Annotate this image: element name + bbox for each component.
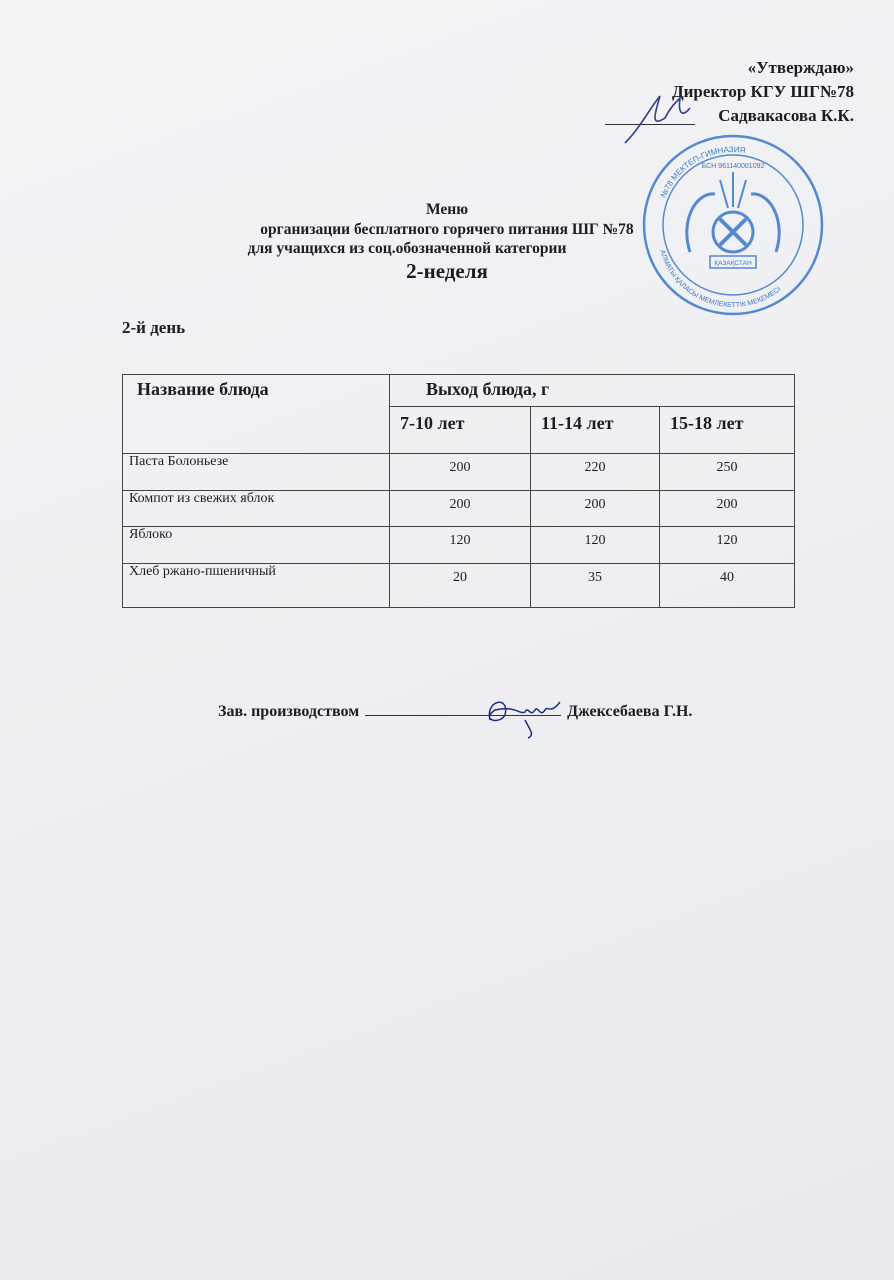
header-output: Выход блюда, г <box>390 375 795 407</box>
output-value: 20 <box>390 564 531 608</box>
stamp-bin: БСН 961140001092 <box>701 163 765 170</box>
approval-heading: «Утверждаю» <box>747 58 854 77</box>
header-dish-name: Название блюда <box>123 375 390 454</box>
table-row <box>123 564 795 608</box>
director-signature <box>620 88 700 148</box>
table-row <box>123 527 795 564</box>
header-age-7-10: 7-10 лет <box>390 407 531 454</box>
dish-name: Паста Болоньезе <box>123 454 390 491</box>
stamp-bottom-text: АЛМАТЫ ҚАЛАСЫ МЕМЛЕКЕТТІК МЕКЕМЕСІ <box>658 249 783 310</box>
table-row <box>123 491 795 527</box>
output-value: 120 <box>531 527 660 564</box>
doc-subtitle-2: для учащихся из соц.обозначенной категории <box>247 240 567 257</box>
output-value: 250 <box>660 454 795 491</box>
output-value: 120 <box>660 527 795 564</box>
table-row <box>123 454 795 491</box>
output-value: 220 <box>531 454 660 491</box>
header-age-15-18: 15-18 лет <box>660 407 795 454</box>
output-value: 35 <box>531 564 660 608</box>
production-manager-name: Джексебаева Г.Н. <box>567 703 693 720</box>
menu-table <box>122 374 795 608</box>
day-label: 2-й день <box>122 318 186 337</box>
stamp-emblem-label: ҚАЗАҚСТАН <box>714 260 752 267</box>
week-label: 2-неделя <box>406 259 488 283</box>
approval-name: Садвакасова К.К. <box>718 106 854 125</box>
approval-position: Директор КГУ ШГ№78 <box>671 82 854 101</box>
doc-subtitle-1: организации бесплатного горячего питания ШГ №78 <box>260 221 634 238</box>
output-value: 200 <box>390 454 531 491</box>
output-value: 200 <box>390 491 531 527</box>
header-age-11-14: 11-14 лет <box>531 407 660 454</box>
output-value: 200 <box>660 491 795 527</box>
doc-title: Меню <box>425 201 469 218</box>
dish-name: Яблоко <box>123 527 390 564</box>
dish-name: Хлеб ржано-пшеничный <box>123 564 390 608</box>
production-manager-signature <box>470 690 580 740</box>
output-value: 120 <box>390 527 531 564</box>
production-manager-signature-block <box>218 703 692 721</box>
official-stamp <box>640 132 826 318</box>
stamp-top-text: №78 МЕКТЕП-ГИМНАЗИЯ <box>658 144 747 199</box>
dish-name: Компот из свежих яблок <box>123 491 390 527</box>
production-manager-label: Зав. производством <box>218 703 360 720</box>
svg-text:АЛМАТЫ ҚАЛАСЫ МЕМЛЕКЕТТІК МЕКЕ <box>658 249 782 309</box>
output-value: 200 <box>531 491 660 527</box>
output-value: 40 <box>660 564 795 608</box>
